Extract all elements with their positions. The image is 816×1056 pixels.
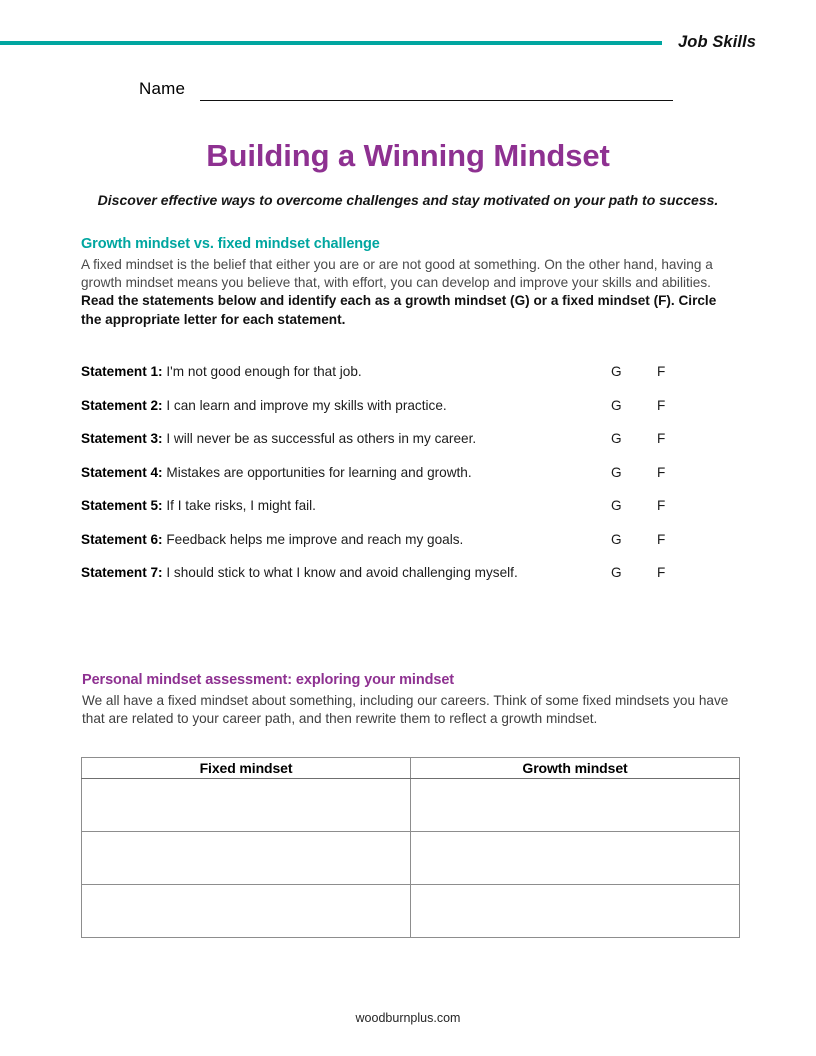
- cell-fixed-mindset[interactable]: [82, 885, 411, 938]
- option-fixed[interactable]: F: [657, 565, 666, 580]
- page-subtitle: Discover effective ways to overcome challenges and stay motivated on your path to success.: [97, 192, 719, 208]
- statement-label: Statement 2:: [81, 397, 163, 413]
- statement-text: Mistakes are opportunities for learning and growth.: [166, 464, 472, 480]
- table-row: [82, 832, 740, 885]
- statement-text: I should stick to what I know and avoid challenging myself.: [166, 565, 518, 580]
- statement-text: If I take risks, I might fail.: [166, 498, 316, 513]
- statement-label: Statement 6:: [81, 531, 163, 547]
- section-one-heading: Growth mindset vs. fixed mindset challenge: [81, 236, 380, 252]
- section-one-intro: [81, 256, 733, 329]
- mindset-table: [81, 757, 740, 938]
- category-label: Job Skills: [678, 33, 757, 51]
- section-two-intro: We all have a fixed mindset about something, including our careers. Think of some fixed mindsets you have that are related to your career path, and then rewrite them to reflect a growth mindset.: [82, 693, 729, 727]
- statement-row: [81, 532, 739, 566]
- footer-site-url: woodburnplus.com: [355, 1011, 461, 1025]
- column-header-fixed-mindset: Fixed mindset: [82, 758, 411, 779]
- statement-row: [81, 565, 739, 599]
- option-growth[interactable]: G: [611, 364, 622, 379]
- option-growth[interactable]: G: [611, 531, 622, 547]
- statement-text: Feedback helps me improve and reach my goals.: [166, 531, 464, 547]
- table-row: [82, 885, 740, 938]
- header-rule-teal: [0, 41, 662, 45]
- table-row: [82, 779, 740, 832]
- statement-label: Statement 7:: [81, 565, 163, 580]
- name-field-row: [139, 79, 674, 105]
- page-header: [0, 0, 816, 60]
- statement-label: Statement 3:: [81, 431, 163, 446]
- option-growth[interactable]: G: [611, 431, 622, 446]
- name-input-line[interactable]: [200, 100, 673, 101]
- statement-text: I'm not good enough for that job.: [166, 364, 362, 379]
- option-fixed[interactable]: F: [657, 397, 666, 413]
- option-fixed[interactable]: F: [657, 498, 666, 513]
- statement-row: [81, 364, 739, 398]
- section-one-intro-regular: A fixed mindset is the belief that either you are or are not good at something. On the other hand, having a growth mindset means you believe that, with effort, you can develop and improve your skills and abilities.: [81, 257, 713, 291]
- statement-label: Statement 4:: [81, 464, 163, 480]
- statement-row: [81, 398, 739, 432]
- option-growth[interactable]: G: [611, 464, 622, 480]
- statement-label: Statement 5:: [81, 498, 163, 513]
- table-header-row: [82, 758, 740, 779]
- cell-growth-mindset[interactable]: [411, 885, 740, 938]
- column-header-growth-mindset: Growth mindset: [411, 758, 740, 779]
- option-fixed[interactable]: F: [657, 464, 666, 480]
- statement-row: [81, 465, 739, 499]
- statement-text: I can learn and improve my skills with practice.: [166, 397, 447, 413]
- section-one: [81, 236, 739, 329]
- statement-text: I will never be as successful as others in my career.: [166, 431, 477, 446]
- cell-fixed-mindset[interactable]: [82, 832, 411, 885]
- statement-list: [81, 364, 739, 599]
- option-fixed[interactable]: F: [657, 531, 666, 547]
- statement-row: [81, 431, 739, 465]
- page-title: Building a Winning Mindset: [206, 138, 610, 173]
- option-growth[interactable]: G: [611, 397, 622, 413]
- statement-row: [81, 498, 739, 532]
- cell-growth-mindset[interactable]: [411, 832, 740, 885]
- option-fixed[interactable]: F: [657, 431, 666, 446]
- section-two: [82, 672, 740, 728]
- option-fixed[interactable]: F: [657, 364, 666, 379]
- option-growth[interactable]: G: [611, 498, 622, 513]
- name-label: Name: [139, 79, 186, 98]
- section-two-heading: Personal mindset assessment: exploring your mindset: [82, 672, 455, 688]
- section-one-intro-emphasis: Read the statements below and identify each as a growth mindset (G) or a fixed mindset (F). Circle the appropriate letter for each statement.: [81, 293, 717, 327]
- cell-growth-mindset[interactable]: [411, 779, 740, 832]
- option-growth[interactable]: G: [611, 565, 622, 580]
- cell-fixed-mindset[interactable]: [82, 779, 411, 832]
- statement-label: Statement 1:: [81, 364, 163, 379]
